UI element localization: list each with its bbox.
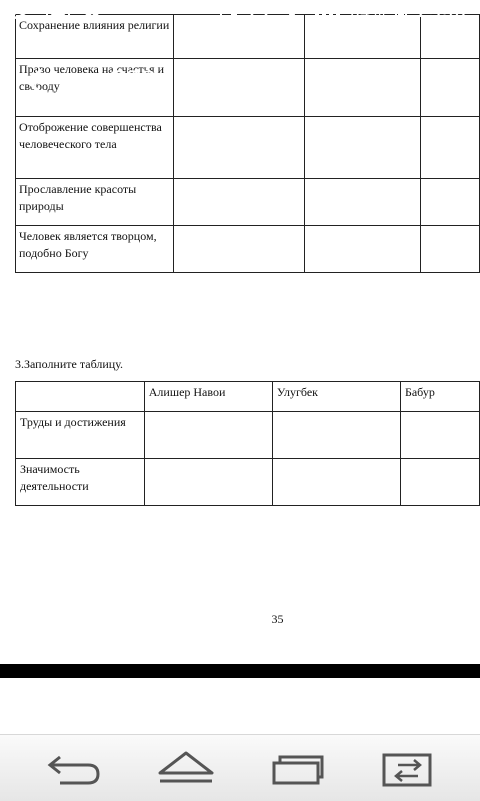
app-bar xyxy=(0,58,480,106)
divider-strip xyxy=(0,664,480,678)
table-historical-figures xyxy=(15,381,480,506)
switch-app-icon xyxy=(380,749,440,789)
empty-area xyxy=(0,678,480,734)
more-options-button[interactable] xyxy=(432,66,460,100)
column-header: Алишер Навои xyxy=(144,382,272,412)
alarm-icon xyxy=(248,0,270,24)
section-heading: 3.Заполните таблицу. xyxy=(15,357,123,371)
page-number: 35 xyxy=(271,612,284,626)
navigation-bar xyxy=(0,734,480,801)
nav-recents-button[interactable] xyxy=(268,749,328,789)
row-label: Сохранение влияния религии xyxy=(16,15,174,59)
nav-home-button[interactable] xyxy=(156,749,216,789)
table-row xyxy=(16,226,480,273)
status-bar xyxy=(0,0,480,24)
signal-icon xyxy=(314,0,340,23)
recents-icon xyxy=(268,749,328,789)
nav-back-button[interactable] xyxy=(44,749,104,789)
battery-icon xyxy=(395,0,407,23)
check-icon xyxy=(84,2,108,24)
column-header: Бабур xyxy=(400,382,479,412)
battery-percent: 64% xyxy=(349,1,386,21)
home-icon xyxy=(156,749,216,789)
table-row xyxy=(16,179,480,226)
gallery-icon xyxy=(46,2,70,24)
back-button[interactable] xyxy=(22,66,62,98)
search-icon xyxy=(366,66,400,100)
row-label: Отоброжение совершенства человеческого тела xyxy=(16,117,174,179)
row-label: Прославление красоты природы xyxy=(16,179,174,226)
clock: 23:02 xyxy=(417,0,472,22)
table-row xyxy=(16,412,480,459)
row-label: Человек является творцом, подобно Богу xyxy=(16,226,174,273)
back-icon xyxy=(44,749,104,789)
table-row xyxy=(16,117,480,179)
table-row xyxy=(16,459,480,506)
row-label: Значимость деятельности xyxy=(16,459,145,506)
wifi-icon xyxy=(280,0,304,23)
table-header-row xyxy=(16,382,480,412)
column-header xyxy=(16,382,145,412)
document-title: СОР_ Всемирна... xyxy=(108,68,315,93)
column-header: Улугбек xyxy=(272,382,400,412)
nav-switch-app-button[interactable] xyxy=(380,749,440,789)
more-vert-icon xyxy=(432,66,460,100)
sim-icon xyxy=(218,0,238,24)
row-label: Труды и достижения xyxy=(16,412,145,459)
arrow-left-icon xyxy=(22,66,62,98)
search-button[interactable] xyxy=(366,66,400,100)
leaf-icon xyxy=(6,2,32,24)
row-label: Право человека на счастья и свободу xyxy=(16,59,174,117)
table-renaissance-features xyxy=(15,14,480,273)
